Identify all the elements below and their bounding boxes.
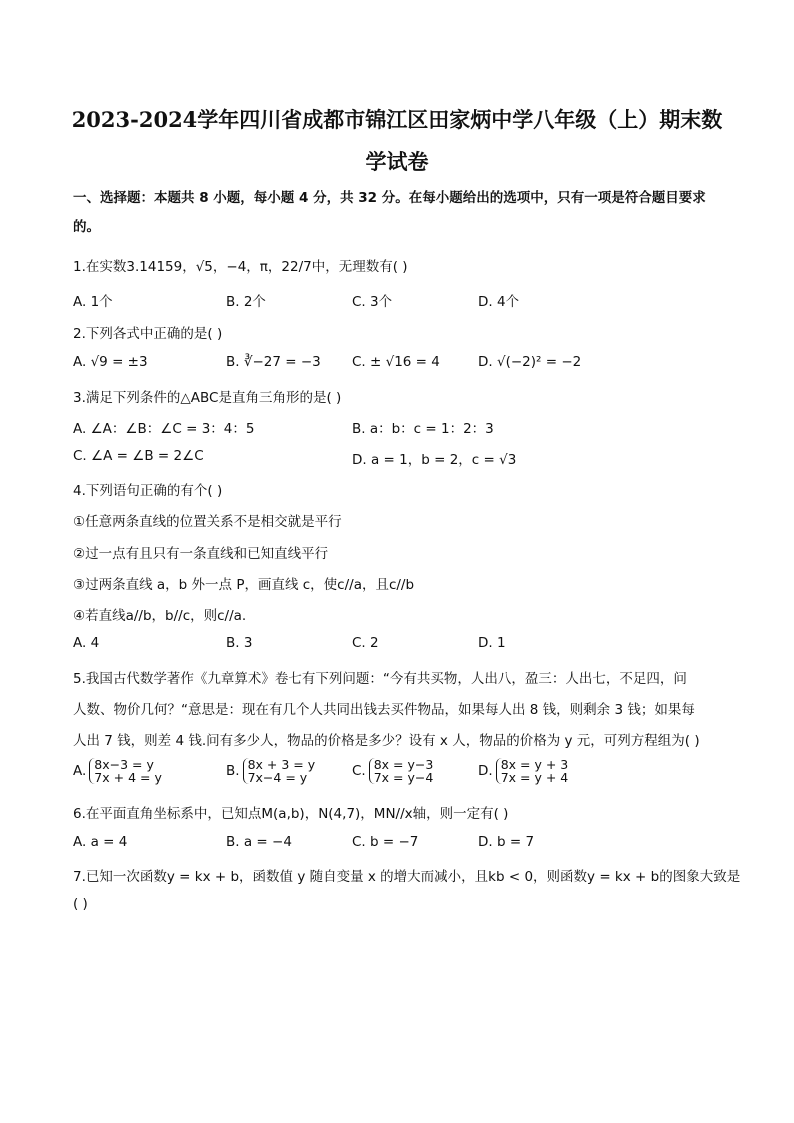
q6-option-d: D. b = 7 (478, 834, 535, 850)
q1-option-c: C. 3个 (352, 294, 393, 310)
question-2-stem: 2.下列各式中正确的是( ) (73, 326, 223, 342)
q2-option-c: C. ± √16 = 4 (352, 354, 440, 370)
equation: 7x−4 = y (247, 770, 308, 785)
equation-system (243, 758, 316, 784)
equation: 8x = y + 3 (500, 757, 569, 772)
q5-option-d-label: D. (478, 763, 493, 779)
section-heading: 一、选择题：本题共 8 小题，每小题 4 分，共 32 分。在每小题给出的选项中，只有一项是符合题目要求 (73, 190, 706, 206)
equation: 8x−3 = y (94, 757, 154, 772)
question-5-stem-line2: 人数、物价几何？“意思是：现在有几个人共同出钱去买件物品，如果每人出 8 钱，则剩余 3 钱；如果每 (73, 702, 695, 718)
q4-statement-3: ③过两条直线 a，b 外一点 P，画直线 c，使c//a，且c//b (73, 577, 415, 593)
equation-system (369, 758, 434, 784)
equation: 7x + 4 = y (94, 770, 162, 785)
question-7-stem-line1: 7.已知一次函数y = kx + b，函数值 y 随自变量 x 的增大而减小，且kb < 0，则函数y = kx + b的图象大致是 (73, 869, 741, 885)
q2-option-a: A. √9 = ±3 (73, 354, 148, 370)
question-3-stem: 3.满足下列条件的△ABC是直角三角形的是( ) (73, 390, 342, 406)
q4-statement-4: ④若直线a//b，b//c，则c//a. (73, 608, 247, 624)
exam-title-line2: 学试卷 (365, 149, 429, 174)
question-5-stem-line3: 人出 7 钱，则差 4 钱.问有多少人，物品的价格是多少？设有 x 人，物品的价格为 y 元，可列方程组为( ) (73, 733, 700, 749)
q5-option-d (478, 758, 568, 784)
q3-option-d: D. a = 1，b = 2，c = √3 (352, 452, 517, 468)
q5-option-b-label: B. (226, 763, 240, 779)
q4-option-b: B. 3 (226, 635, 253, 651)
q2-option-b: B. ∛−27 = −3 (226, 354, 321, 370)
q3-option-a: A. ∠A：∠B：∠C = 3：4：5 (73, 421, 255, 437)
question-4-stem: 4.下列语句正确的有个( ) (73, 483, 223, 499)
q4-option-c: C. 2 (352, 635, 379, 651)
q5-option-c (352, 758, 433, 784)
section-heading-cont: 的。 (73, 219, 100, 235)
q4-option-a: A. 4 (73, 635, 100, 651)
q1-option-b: B. 2个 (226, 294, 266, 310)
q6-option-a: A. a = 4 (73, 834, 128, 850)
question-7-stem-line2: ( ) (73, 896, 88, 912)
equation: 8x = y−3 (373, 757, 434, 772)
equation: 8x + 3 = y (247, 757, 316, 772)
exam-title-line1: 2023-2024学年四川省成都市锦江区田家炳中学八年级（上）期末数 (71, 107, 723, 132)
q1-option-a: A. 1个 (73, 294, 113, 310)
q6-option-b: B. a = −4 (226, 834, 292, 850)
q5-option-a-label: A. (73, 763, 87, 779)
q1-option-d: D. 4个 (478, 294, 520, 310)
equation: 7x = y−4 (373, 770, 434, 785)
question-1-stem: 1.在实数3.14159，√5，−4，π，22/7中，无理数有( ) (73, 259, 408, 275)
q2-option-d: D. √(−2)² = −2 (478, 354, 582, 370)
question-6-stem: 6.在平面直角坐标系中，已知点M(a,b)，N(4,7)，MN//x轴，则一定有( ) (73, 806, 509, 822)
equation: 7x = y + 4 (500, 770, 569, 785)
equation-system (89, 758, 162, 784)
q5-option-b (226, 758, 315, 784)
q3-option-b: B. a：b：c = 1：2：3 (352, 421, 494, 437)
q6-option-c: C. b = −7 (352, 834, 419, 850)
q4-option-d: D. 1 (478, 635, 506, 651)
q4-statement-1: ①任意两条直线的位置关系不是相交就是平行 (73, 514, 342, 530)
question-5-stem-line1: 5.我国古代数学著作《九章算术》卷七有下列问题：“今有共买物，人出八，盈三：人出七，不足四，问 (73, 671, 687, 687)
q4-statement-2: ②过一点有且只有一条直线和已知直线平行 (73, 546, 329, 562)
q5-option-a (73, 758, 162, 784)
q5-option-c-label: C. (352, 763, 366, 779)
q3-option-c: C. ∠A = ∠B = 2∠C (73, 448, 204, 464)
equation-system (496, 758, 569, 784)
